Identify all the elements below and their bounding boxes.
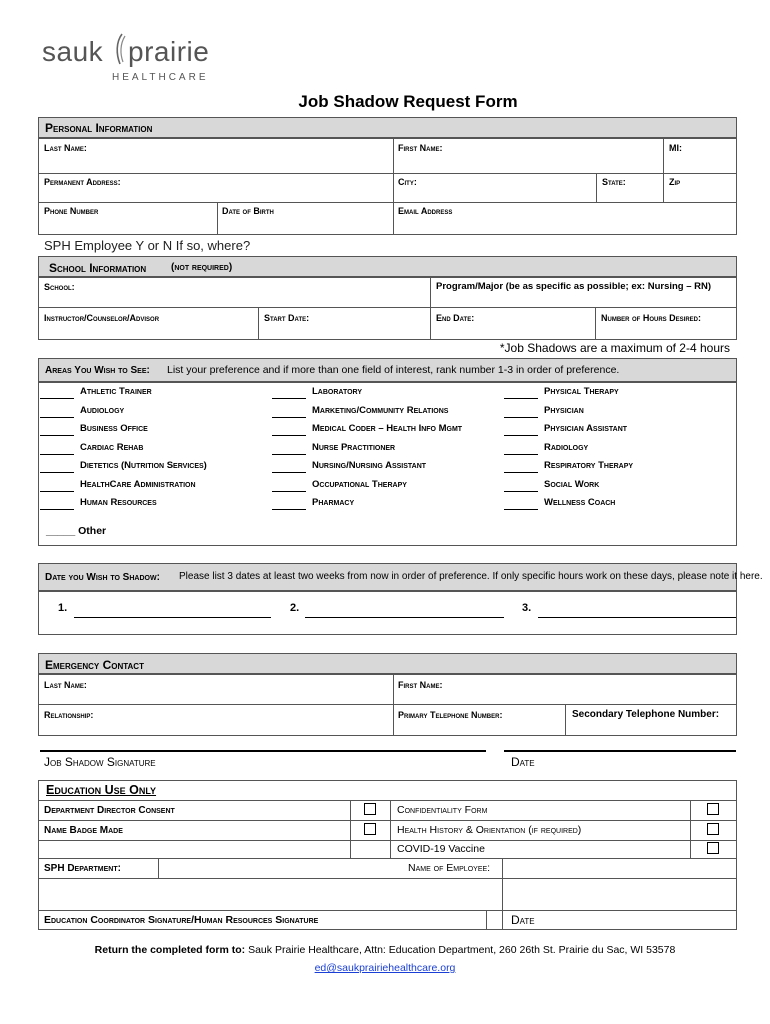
area-option: Marketing/Community Relations [312, 404, 449, 416]
area-option: Physician Assistant [544, 423, 628, 434]
area-option: Physical Therapy [544, 386, 619, 397]
coordinator-date-label: Date [511, 913, 535, 927]
area-option: Audiology [80, 404, 125, 416]
employee-name-label: Name of Employee: [408, 862, 491, 874]
director-consent-checkbox[interactable] [364, 803, 376, 815]
emergency-header: Emergency Contact [38, 653, 737, 674]
area-rank-blank[interactable] [504, 491, 538, 492]
area-rank-blank[interactable] [504, 472, 538, 473]
area-option: Physician [544, 404, 584, 416]
areas-header: Areas You Wish to See: List your preference and if more than one field of interest, rank number 1-3 in order of preference. [38, 358, 737, 382]
area-option: Human Resources [80, 497, 157, 508]
footer-address: Sauk Prairie Healthcare, Attn: Education Department, 260 26th St. Prairie du Sac, WI 53578 [248, 944, 676, 956]
area-rank-blank[interactable] [40, 435, 74, 436]
logo [42, 36, 232, 88]
instructor-label: Instructor/Counselor/Advisor [44, 313, 160, 323]
signature-date-label: Date [511, 755, 535, 769]
hours-label: Number of Hours Desired: [601, 313, 702, 323]
area-rank-blank[interactable] [40, 491, 74, 492]
dates-header: Date you Wish to Shadow: Please list 3 dates at least two weeks from now in order of preference. If only specific hours work on these days, please note it here. [38, 563, 737, 591]
relationship-label: Relationship: [44, 710, 94, 720]
state-label: State: [602, 177, 626, 187]
last-name-label: Last Name: [44, 143, 87, 153]
covid-label: COVID-19 Vaccine [397, 843, 485, 855]
dob-label: Date of Birth [222, 206, 274, 216]
area-rank-blank[interactable] [40, 417, 74, 418]
date-2-line[interactable] [305, 617, 504, 618]
phone-label: Phone Number [44, 206, 99, 216]
area-rank-blank[interactable] [272, 454, 306, 455]
start-date-label: Start Date: [264, 313, 310, 323]
area-rank-blank[interactable] [504, 417, 538, 418]
end-date-label: End Date: [436, 313, 475, 323]
area-option: Radiology [544, 441, 589, 453]
area-rank-blank[interactable] [40, 398, 74, 399]
area-rank-blank[interactable] [504, 509, 538, 510]
personal-header: Personal Information [38, 117, 737, 138]
footer-return [0, 944, 770, 956]
area-option: Social Work [544, 478, 600, 490]
health-history-checkbox[interactable] [707, 823, 719, 835]
area-rank-blank[interactable] [40, 509, 74, 510]
footer-email-link[interactable]: ed@saukprairiehealthcare.org [314, 962, 456, 974]
max-hours-note: *Job Shadows are a maximum of 2-4 hours [499, 341, 730, 355]
covid-checkbox[interactable] [707, 842, 719, 854]
email-label: Email Address [398, 206, 453, 216]
other-option[interactable]: _____ Other [46, 525, 107, 537]
area-option: Dietetics (Nutrition Services) [80, 460, 207, 471]
emergency-first-name-label: First Name: [398, 680, 443, 690]
education-section [38, 780, 737, 930]
city-label: City: [398, 177, 417, 187]
logo-mark-icon [112, 32, 128, 66]
area-rank-blank[interactable] [272, 417, 306, 418]
date-3-number: 3. [522, 602, 532, 614]
area-option: Occupational Therapy [312, 478, 407, 490]
area-option: Nursing/Nursing Assistant [312, 460, 427, 471]
area-rank-blank[interactable] [504, 454, 538, 455]
education-header: Education Use Only [46, 783, 157, 797]
employee-question: SPH Employee Y or N If so, where? [44, 238, 251, 253]
name-badge-checkbox[interactable] [364, 823, 376, 835]
area-rank-blank[interactable] [272, 491, 306, 492]
area-rank-blank[interactable] [504, 398, 538, 399]
first-name-label: First Name: [398, 143, 443, 153]
signature-date-line[interactable] [504, 750, 736, 752]
personal-section [38, 138, 737, 235]
area-option: Wellness Coach [544, 497, 616, 508]
logo-brand: sauk [42, 36, 104, 67]
address-label: Permanent Address: [44, 177, 121, 187]
zip-label: Zip [669, 177, 681, 187]
primary-phone-label: Primary Telephone Number: [398, 710, 503, 720]
logo-brand-2: prairie [128, 36, 210, 67]
emergency-last-name-label: Last Name: [44, 680, 87, 690]
health-history-label: Health History & Orientation (if required) [397, 824, 582, 836]
area-rank-blank[interactable] [40, 454, 74, 455]
secondary-phone-label: Secondary Telephone Number: [572, 709, 720, 720]
area-rank-blank[interactable] [272, 509, 306, 510]
area-option: Medical Coder – Health Info Mgmt [312, 423, 463, 434]
school-label: School: [44, 282, 75, 292]
name-badge-label: Name Badge Made [44, 825, 123, 836]
date-1-number: 1. [58, 602, 68, 614]
area-option: Athletic Trainer [80, 386, 152, 397]
job-shadow-signature-line[interactable] [40, 750, 486, 752]
logo-sub: HEALTHCARE [112, 72, 209, 83]
emergency-section [38, 674, 737, 736]
coordinator-signature-label: Education Coordinator Signature/Human Resources Signature [44, 914, 319, 926]
dates-section [38, 591, 737, 635]
area-option: Cardiac Rehab [80, 441, 144, 453]
area-rank-blank[interactable] [272, 472, 306, 473]
confidentiality-label: Confidentiality Form [397, 804, 488, 816]
area-option: Laboratory [312, 386, 363, 397]
director-consent-label: Department Director Consent [44, 805, 175, 816]
footer-email-wrap [0, 962, 770, 974]
date-2-number: 2. [290, 602, 300, 614]
area-rank-blank[interactable] [40, 472, 74, 473]
area-option: Respiratory Therapy [544, 460, 634, 471]
confidentiality-checkbox[interactable] [707, 803, 719, 815]
area-option: Business Office [80, 423, 148, 434]
area-rank-blank[interactable] [504, 435, 538, 436]
page-title: Job Shadow Request Form [298, 92, 518, 111]
date-1-line[interactable] [74, 617, 271, 618]
area-option: Nurse Practitioner [312, 441, 396, 453]
sph-department-label: SPH Department: [44, 863, 121, 874]
area-rank-blank[interactable] [272, 435, 306, 436]
program-label: Program/Major (be as specific as possible; ex: Nursing – RN) [436, 281, 712, 292]
area-rank-blank[interactable] [272, 398, 306, 399]
area-option: Pharmacy [312, 497, 355, 508]
school-header: School Information (not required) [38, 256, 737, 277]
mi-label: MI: [669, 143, 682, 153]
job-shadow-signature-label: Job Shadow Signature [44, 755, 156, 769]
area-option: HealthCare Administration [80, 478, 196, 490]
footer-return-label: Return the completed form to: [94, 944, 246, 956]
date-3-line[interactable] [538, 617, 736, 618]
